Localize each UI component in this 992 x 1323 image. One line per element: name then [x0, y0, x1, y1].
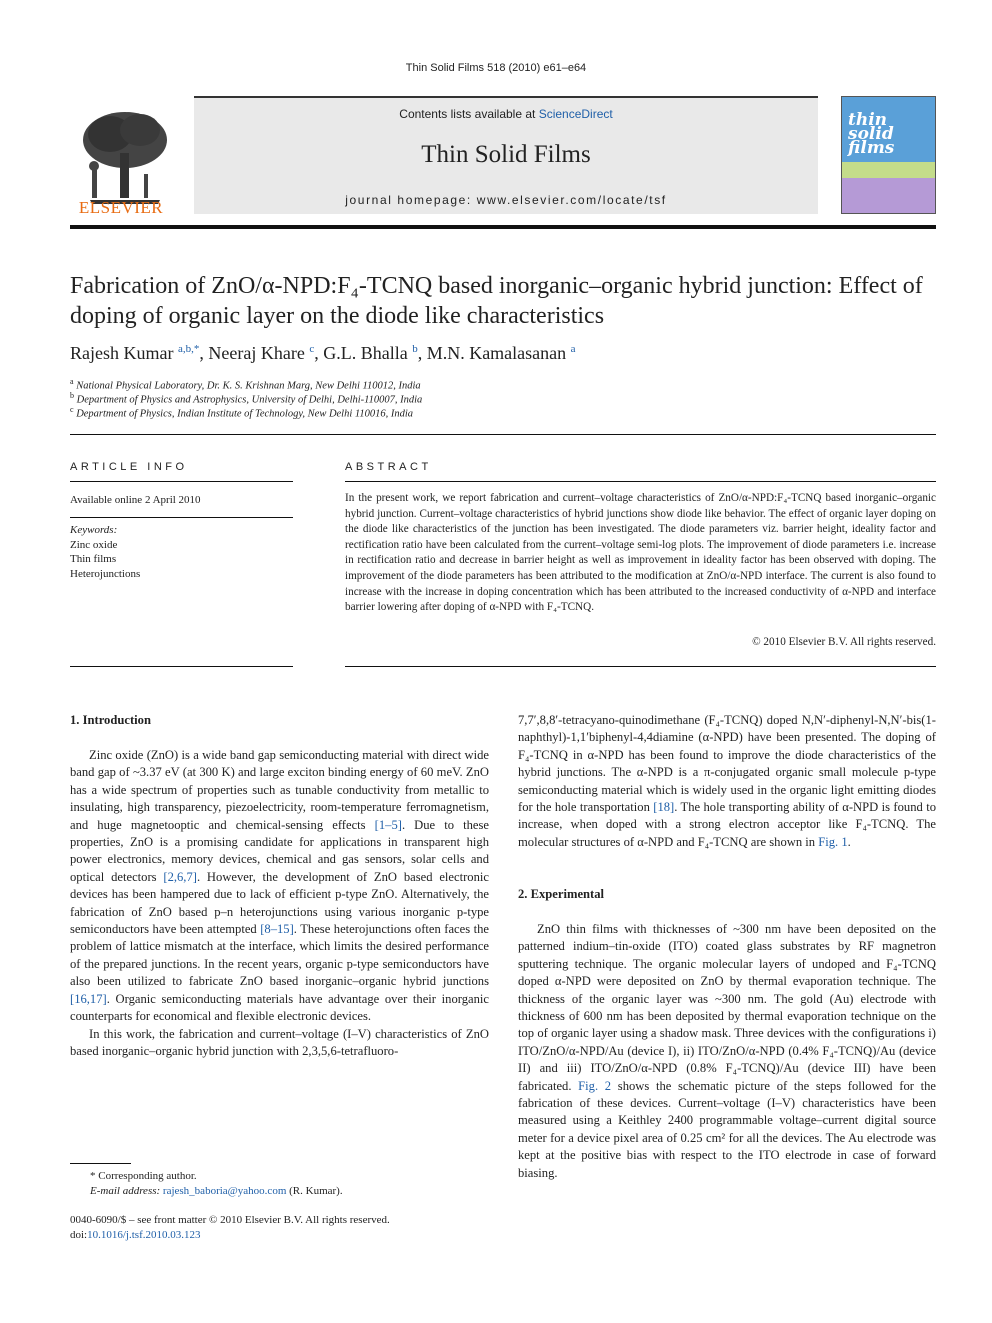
text-run: .: [847, 834, 851, 849]
keywords-label: Keywords:: [70, 524, 118, 536]
author-affiliation-marker[interactable]: a: [570, 343, 576, 355]
text-run: 7,7′,8,8′-tetracyano-quinodimethane (F₄-TCNQ) doped N,N′-diphenyl-N,N′-bis(1-naphthyl)-1,1′biphenyl-4,4diamine (α-NPD) have been presented. The doping of F₄-TCNQ in α-NPD has been found to improve the diode characteristics of the hybrid junctions. The α-NPD is a π-conjugated organic small molecule p-type semiconducting material which is widely used in the organic light emitting diodes for the hole transportation: [518, 713, 936, 815]
affiliation-label: b: [70, 391, 74, 400]
author-separator: ,: [417, 343, 427, 363]
keywords-rule: [70, 517, 293, 518]
sciencedirect-link[interactable]: ScienceDirect: [538, 107, 613, 121]
affiliation-label: c: [70, 405, 74, 414]
affiliation: [70, 405, 940, 420]
keyword: Zinc oxide: [70, 538, 118, 551]
affiliation-rule: [70, 434, 936, 435]
article-info-rule: [70, 481, 293, 482]
front-matter: [70, 1213, 490, 1243]
cover-purple-band: [842, 178, 935, 214]
journal-cover-thumbnail: [841, 96, 936, 214]
paragraph: [518, 712, 936, 851]
doi-label: doi:: [70, 1229, 88, 1241]
author-separator: ,: [199, 343, 209, 363]
affiliation-text: Department of Physics, Indian Institute of Technology, New Delhi 110016, India: [76, 408, 414, 420]
abstract-rule: [345, 481, 936, 482]
paragraph: [518, 921, 936, 1182]
keyword: Heterojunctions: [70, 567, 141, 580]
email-label: E-mail address:: [90, 1185, 163, 1197]
author-name: M.N. Kamalasanan: [426, 343, 567, 363]
author-affiliation-marker[interactable]: b: [412, 343, 418, 355]
abstract-text: In the present work, we report fabrication and current–voltage characteristics of ZnO/α-NPD:F₄-TCNQ based inorganic–organic hybrid junction. Current–voltage characteristics of hybrid junctions show diode like behavior. The effect of organic layer doping on the diode like characteristics of the junction has been investigated. The diode parameters viz. barrier height, ideality factor and rectification ratio have been calculated from the current–voltage semi-log plots. The improvement of diode parameters i.e. increase in rectification ratio and decrease in barrier height as well as improvement in ideality factor has been observed with doping. The improvement of the diode parameters has been attributed to the modification at ZnO/α-NPD interface. The current is also found to increase with the increase in doping concentration which has been attributed to the increased conductivity of α-NPD and interface barrier lowering after doping of α-NPD with F₄-TCNQ.: [345, 492, 936, 614]
doi-line: [70, 1228, 490, 1243]
introduction-continued: [518, 712, 936, 851]
issn-line: 0040-6090/$ – see front matter © 2010 Elsevier B.V. All rights reserved.: [70, 1214, 390, 1226]
article-title: Fabrication of ZnO/α-NPD:F₄-TCNQ based inorganic–organic hybrid junction: Effect of doping of organic layer on the diode like characteristics: [70, 273, 923, 329]
keyword: Thin films: [70, 553, 117, 565]
author-affiliation-marker[interactable]: c: [309, 343, 315, 355]
keywords-block: [70, 523, 140, 581]
doi-link[interactable]: 10.1016/j.tsf.2010.03.123: [87, 1229, 201, 1241]
corresponding-author-note: * Corresponding author.: [90, 1170, 197, 1182]
author-affiliation-marker[interactable]: a,b,*: [177, 343, 200, 355]
affiliation-text: Department of Physics and Astrophysics, University of Delhi, Delhi-110007, India: [76, 394, 423, 406]
text-run: . Organic semiconducting materials have advantage over their inorganic counterparts for economical and flexible electronic devices.: [70, 991, 489, 1024]
contents-line: [194, 107, 818, 121]
email-line: [78, 1184, 488, 1199]
text-run: . Due to these properties, ZnO is a promising candidate for applications in transparent high power electronics, memory devices, chemical and gas sensors, solar cells and optical detectors: [70, 817, 489, 884]
journal-masthead: [194, 96, 818, 214]
reference-link[interactable]: [18]: [653, 800, 675, 815]
text-run: . However, the development of ZnO based electronic devices has been hampered due to lack of efficient p-type ZnO. Alternatively, the fabrication of ZnO based p–n heterojunctions using various inorganic p-type semiconductors have been attempted: [70, 869, 489, 937]
text-run: . These heterojunctions often faces the problem of lattice mismatch at the interface, which limits the desired performance of the prepared junctions. In the recent years, organic p-type semiconductors have also been utilized to fabricate ZnO based inorganic–organic hybrid junctions: [70, 922, 490, 989]
affiliation: [70, 391, 940, 406]
abstract-copyright: © 2010 Elsevier B.V. All rights reserved.: [752, 636, 936, 648]
text-run: Zinc oxide (ZnO) is a wide band gap semiconducting material with direct wide band gap of ~3.37 eV (at 300 K) and large exciton binding energy of 60 meV. ZnO has a wide spectrum of properties such as tunable conductivity from metallic to insulating, high transparency, piezoelectricity, room-temperature ferromagnetism, and huge magnetooptic and chemical-sensing effects: [70, 748, 489, 832]
author-name: Neeraj Khare: [208, 343, 305, 363]
abstract-heading: ABSTRACT: [345, 461, 432, 473]
text-run: shows the schematic picture of the steps followed for the fabrication of these devices. Current–voltage (I–V) characteristics have been measured using a Keithley 2400 programmable voltage–current digital source meter for a device pixel area of 0.25 cm² for all the devices. The Au electrode was kept at the positive bias with respect to the ITO electrode in case of forward biasing.: [518, 1078, 936, 1180]
reference-link[interactable]: [8–15]: [260, 922, 294, 937]
footnote-block: [78, 1169, 488, 1199]
header-rule: [70, 225, 936, 229]
affiliation-label: a: [70, 377, 74, 386]
paragraph: In this work, the fabrication and current–voltage (I–V) characteristics of ZnO based inorganic–organic hybrid junction with 2,3,5,6-tetrafluoro-: [70, 1026, 489, 1058]
section-heading-experimental: 2. Experimental: [518, 887, 605, 901]
text-run: ZnO thin films with thicknesses of ~300 nm have been deposited on the patterned indium–tin-oxide (ITO) coated glass substrates by RF magnetron sputtering technique. The organic molecular layers of undoped and F₄-TCNQ doped α-NPD were deposited on ZnO by thermal evaporation technique. The thickness of the organic layer was ~300 nm. The gold (Au) electrode with thickness of 600 nm has been deposited by thermal evaporation technique on the top of organic layer using a shadow mask. Three devices with the configurations i) ITO/ZnO/α-NPD/Au (device I), ii) ITO/ZnO/α-NPD (0.4% F₄-TCNQ)/Au (device II) and iii) ITO/ZnO/α-NPD (0.8% F₄-TCNQ)/Au (device III) have been fabricated.: [518, 922, 936, 1093]
journal-homepage: journal homepage: www.elsevier.com/locate/tsf: [345, 193, 667, 207]
introduction-body: [70, 747, 489, 1060]
cover-wordmark: thin solid films: [848, 110, 895, 158]
journal-title: Thin Solid Films: [421, 141, 591, 168]
figure-link[interactable]: Fig. 1: [818, 834, 848, 849]
footnote-rule: [70, 1163, 131, 1164]
author-name: G.L. Bhalla: [323, 343, 408, 363]
reference-link[interactable]: [16,17]: [70, 991, 107, 1006]
reference-link[interactable]: [2,6,7]: [163, 869, 197, 884]
abstract-bottom-rule: [345, 666, 936, 667]
article-info-heading: ARTICLE INFO: [70, 461, 188, 473]
author-separator: ,: [314, 343, 324, 363]
author-list: [70, 343, 940, 364]
email-suffix: (R. Kumar).: [286, 1185, 343, 1197]
article-info-bottom-rule: [70, 666, 293, 667]
cover-green-band: [842, 162, 935, 178]
experimental-body: [518, 921, 936, 1182]
affiliation: [70, 377, 940, 392]
available-online: Available online 2 April 2010: [70, 494, 201, 506]
journal-citation: Thin Solid Films 518 (2010) e61–e64: [405, 62, 587, 74]
email-link[interactable]: rajesh_baboria@yahoo.com: [162, 1185, 287, 1197]
text-run: . The hole transporting ability of α-NPD is found to increase, when doped with a strong electron acceptor like F₄-TCNQ. The molecular structures of α-NPD and F₄-TCNQ are shown in: [518, 800, 936, 849]
paragraph: [70, 747, 489, 1026]
publisher-wordmark: ELSEVIER: [78, 198, 164, 217]
author-name: Rajesh Kumar: [70, 343, 174, 363]
reference-link[interactable]: [1–5]: [374, 817, 402, 832]
section-heading-introduction: 1. Introduction: [70, 713, 151, 727]
affiliation-text: National Physical Laboratory, Dr. K. S. Krishnan Marg, New Delhi 110012, India: [76, 380, 421, 392]
contents-prefix: Contents lists available at: [399, 107, 539, 121]
figure-link[interactable]: Fig. 2: [578, 1078, 612, 1093]
